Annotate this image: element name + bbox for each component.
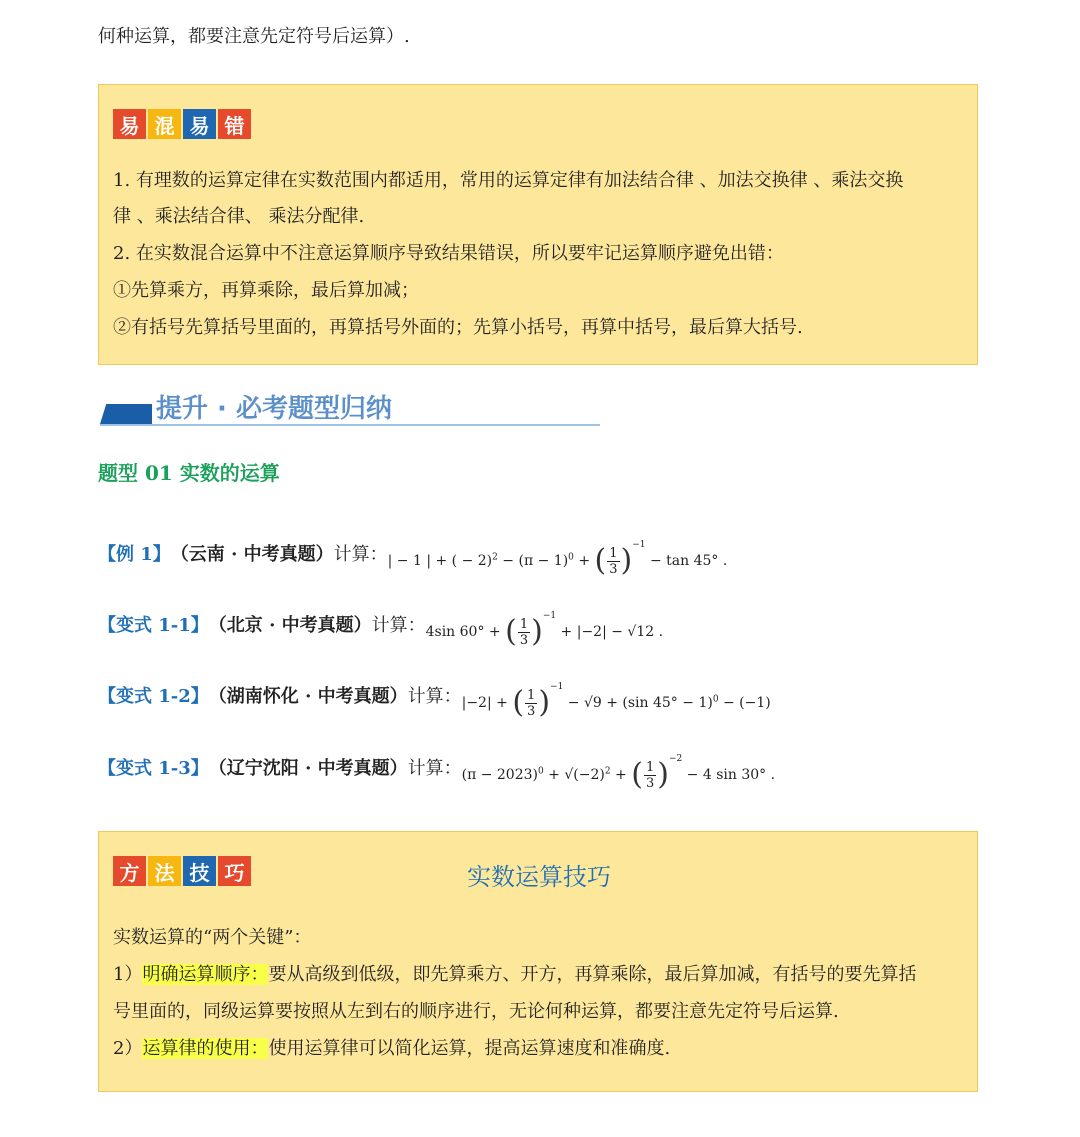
- badge-char: 技: [183, 856, 216, 886]
- example-formula: |−2| + ( $\frac{1}{3}$ )$^{-1}$ − √9 + (sin 45° − 1)$^0$ − (−1): [461, 682, 771, 721]
- example-label: 【变式 1-1】: [98, 615, 209, 636]
- example-prompt: 计算：: [371, 615, 426, 636]
- top-text-line: 何种运算，都要注意先定符号后运算）.: [98, 26, 410, 47]
- mistakes-badge: [113, 109, 253, 139]
- example-source: （辽宁沈阳 · 中考真题）: [208, 758, 408, 779]
- example-formula: $(\pi - 2023)^0 + √(-2)^2$ + ( $\frac{1}{3}$ )$^{-2}$ − 4 sin 30° .: [461, 754, 776, 793]
- badge-char: 巧: [218, 856, 251, 886]
- example-formula: 4sin 60° + ( $\frac{1}{3}$ )$^{-1}$ + |−2| − √12 .: [425, 611, 664, 650]
- tips-intro: 实数运算的“两个关键”：: [113, 927, 312, 948]
- badge-char: 混: [148, 109, 181, 139]
- example-formula: | − 1 | + ( − $2)^2 - (\pi - 1)^0$ + ( $\frac{1}{3}$ )$^{-1}$ − tan 45° .: [387, 540, 728, 579]
- tips-box: [98, 831, 978, 1092]
- example-row: [98, 672, 771, 722]
- tips-point-cont: 号里面的，同级运算要按照从左到右的顺序进行，无论何种运算，都要注意先定符号后运算.: [113, 1001, 839, 1022]
- example-prompt: 计算：: [333, 544, 388, 565]
- example-row: [98, 744, 775, 794]
- mistake-line: 1. 有理数的运算定律在实数范围内都适用，常用的运算定律有加法结合律 、加法交换律 、乘法交换: [113, 170, 904, 191]
- example-source: （北京 · 中考真题）: [208, 615, 372, 636]
- badge-char: 易: [183, 109, 216, 139]
- example-label: 【变式 1-2】: [98, 686, 209, 707]
- tips-point: 2）运算律的使用：使用运算律可以简化运算，提高运算速度和准确度.: [113, 1038, 671, 1059]
- badge-char: 方: [113, 856, 146, 886]
- example-label: 【例 1】: [98, 544, 171, 565]
- example-prompt: 计算：: [407, 686, 462, 707]
- badge-char: 法: [148, 856, 181, 886]
- example-row: [98, 601, 663, 651]
- badge-char: 错: [218, 109, 251, 139]
- tips-point: 1）明确运算顺序：要从高级到低级，即先算乘方、开方，再算乘除，最后算加减，有括号的要先算括: [113, 964, 917, 985]
- example-label: 【变式 1-3】: [98, 758, 209, 779]
- example-source: （湖南怀化 · 中考真题）: [208, 686, 408, 707]
- section-title: 提升 · 必考题型归纳: [156, 394, 392, 424]
- section-header: [100, 392, 600, 432]
- type-title: 题型 01 实数的运算: [98, 461, 280, 485]
- mistake-line: ①先算乘方，再算乘除，最后算加减；: [113, 280, 419, 301]
- example-prompt: 计算：: [407, 758, 462, 779]
- tips-title: 实数运算技巧: [467, 863, 611, 891]
- mistake-line: ②有括号先算括号里面的，再算括号外面的；先算小括号，再算中括号，最后算大括号.: [113, 317, 803, 338]
- badge-char: 易: [113, 109, 146, 139]
- example-row: [98, 530, 727, 580]
- section-header-bar: [100, 404, 152, 424]
- mistakes-box: [98, 84, 978, 365]
- example-source: （云南 · 中考真题）: [170, 544, 334, 565]
- mistake-line: 律 、乘法结合律、 乘法分配律.: [113, 206, 365, 227]
- highlight-text: 明确运算顺序：: [142, 964, 269, 985]
- mistake-line: 2. 在实数混合运算中不注意运算顺序导致结果错误，所以要牢记运算顺序避免出错：: [113, 243, 784, 264]
- highlight-text: 运算律的使用：: [142, 1038, 269, 1059]
